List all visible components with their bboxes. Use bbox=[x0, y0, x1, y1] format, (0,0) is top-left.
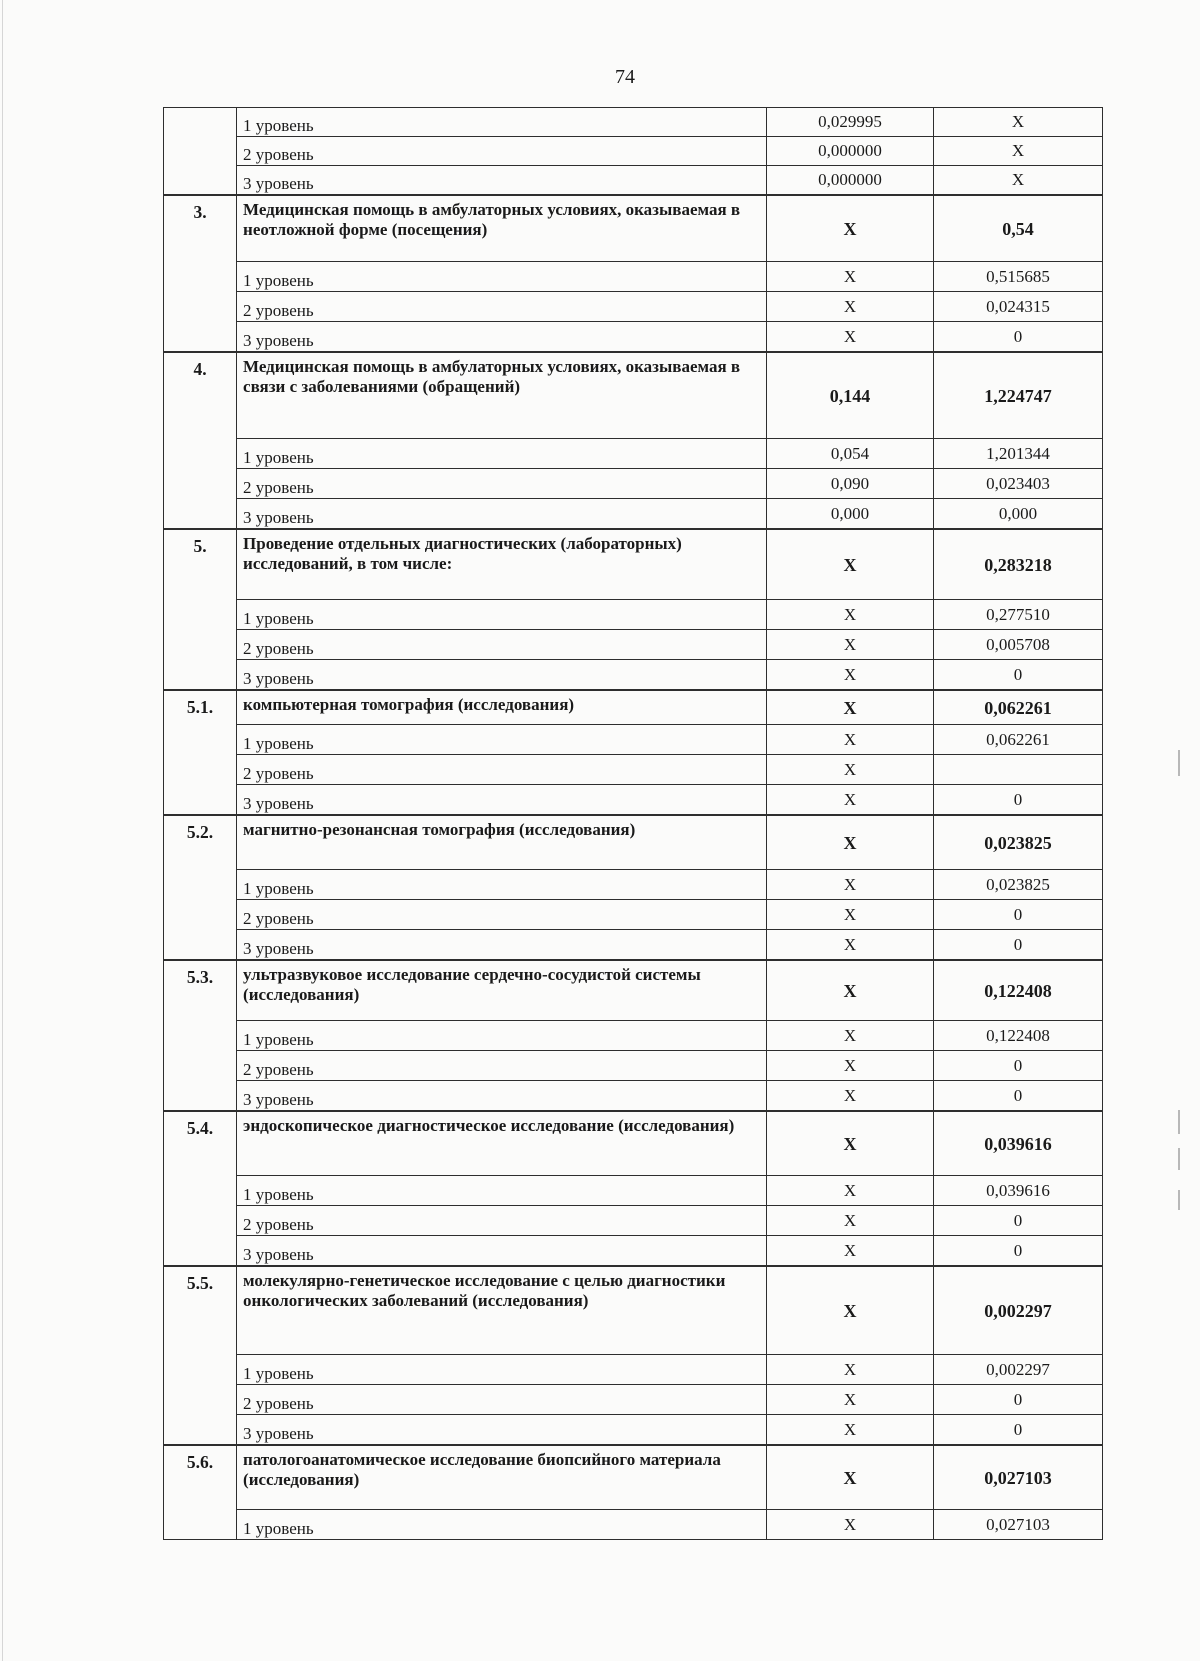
scan-edge-line bbox=[2, 0, 3, 1661]
level-row bbox=[164, 1176, 1103, 1206]
value-cell-col3: 0,000 bbox=[767, 499, 934, 530]
level-label: 2 уровень bbox=[237, 1385, 767, 1415]
section-number: 3. bbox=[164, 195, 237, 352]
level-row bbox=[164, 1385, 1103, 1415]
level-label: 3 уровень bbox=[237, 166, 767, 196]
value-cell-col4: 0,005708 bbox=[933, 630, 1102, 660]
section-title: компьютерная томография (исследования) bbox=[237, 690, 767, 725]
value-cell-col4: 0,039616 bbox=[933, 1176, 1102, 1206]
value-cell-col4: 0,023403 bbox=[933, 469, 1102, 499]
section-title: Медицинская помощь в амбулаторных условиях, оказываемая в неотложной форме (посещения) bbox=[237, 195, 767, 262]
level-row bbox=[164, 870, 1103, 900]
value-cell-col4: 0 bbox=[933, 900, 1102, 930]
value-cell-col4: 0 bbox=[933, 660, 1102, 691]
section-value-col4: 0,002297 bbox=[933, 1266, 1102, 1355]
level-label: 1 уровень bbox=[237, 870, 767, 900]
value-cell-col3: X bbox=[767, 1236, 934, 1267]
value-cell-col4: 0 bbox=[933, 1081, 1102, 1112]
level-label: 1 уровень bbox=[237, 1510, 767, 1540]
level-row bbox=[164, 292, 1103, 322]
section-number: 5.2. bbox=[164, 815, 237, 960]
table-body bbox=[164, 108, 1103, 1540]
value-cell-col3: X bbox=[767, 1206, 934, 1236]
section-number: 5.3. bbox=[164, 960, 237, 1111]
value-cell-col4: X bbox=[933, 137, 1102, 166]
section-header-row bbox=[164, 1266, 1103, 1355]
section-value-col3: X bbox=[767, 690, 934, 725]
level-row bbox=[164, 262, 1103, 292]
value-cell-col4: 0 bbox=[933, 322, 1102, 353]
level-row bbox=[164, 1021, 1103, 1051]
value-cell-col3: X bbox=[767, 262, 934, 292]
value-cell-col4: 0 bbox=[933, 1236, 1102, 1267]
level-label: 2 уровень bbox=[237, 755, 767, 785]
value-cell-col3: X bbox=[767, 1051, 934, 1081]
section-title: молекулярно-генетическое исследование с целью диагностики онкологических заболеваний (исследования) bbox=[237, 1266, 767, 1355]
level-row bbox=[164, 322, 1103, 353]
table-row bbox=[164, 108, 1103, 137]
section-title: ультразвуковое исследование сердечно-сосудистой системы (исследования) bbox=[237, 960, 767, 1021]
level-label: 3 уровень bbox=[237, 1236, 767, 1267]
value-cell-col4: 0 bbox=[933, 1385, 1102, 1415]
level-label: 3 уровень bbox=[237, 785, 767, 816]
value-cell-col3: X bbox=[767, 322, 934, 353]
value-cell-col4: X bbox=[933, 108, 1102, 137]
value-cell-col4: 0 bbox=[933, 930, 1102, 961]
section-value-col4: 0,062261 bbox=[933, 690, 1102, 725]
value-cell-col3: X bbox=[767, 900, 934, 930]
value-cell-col3: X bbox=[767, 870, 934, 900]
section-header-row bbox=[164, 195, 1103, 262]
value-cell-col3: X bbox=[767, 630, 934, 660]
value-cell-col4 bbox=[933, 755, 1102, 785]
indicators-table bbox=[163, 107, 1103, 1540]
table-row bbox=[164, 137, 1103, 166]
level-label: 3 уровень bbox=[237, 1415, 767, 1446]
level-row bbox=[164, 660, 1103, 691]
section-value-col3: X bbox=[767, 1266, 934, 1355]
section-value-col3: X bbox=[767, 529, 934, 600]
section-value-col3: X bbox=[767, 960, 934, 1021]
section-number: 4. bbox=[164, 352, 237, 529]
value-cell-col4: 0,515685 bbox=[933, 262, 1102, 292]
level-row bbox=[164, 1415, 1103, 1446]
level-label: 1 уровень bbox=[237, 600, 767, 630]
value-cell-col3: 0,000000 bbox=[767, 137, 934, 166]
value-cell-col4: 0,062261 bbox=[933, 725, 1102, 755]
value-cell-col4: 0 bbox=[933, 1206, 1102, 1236]
value-cell-col4: 1,201344 bbox=[933, 439, 1102, 469]
section-title: патологоанатомическое исследование биопсийного материала (исследования) bbox=[237, 1445, 767, 1510]
table-row bbox=[164, 166, 1103, 196]
level-label: 2 уровень bbox=[237, 1206, 767, 1236]
level-label: 2 уровень bbox=[237, 469, 767, 499]
level-label: 1 уровень bbox=[237, 1021, 767, 1051]
value-cell-col4: 0,027103 bbox=[933, 1510, 1102, 1540]
value-cell-col4: 0,002297 bbox=[933, 1355, 1102, 1385]
level-row bbox=[164, 1355, 1103, 1385]
section-value-col4: 0,023825 bbox=[933, 815, 1102, 870]
row-number-cell bbox=[164, 108, 237, 196]
level-label: 3 уровень bbox=[237, 499, 767, 530]
section-value-col4: 0,122408 bbox=[933, 960, 1102, 1021]
section-header-row bbox=[164, 1111, 1103, 1176]
value-cell-col3: X bbox=[767, 600, 934, 630]
value-cell-col4: 0 bbox=[933, 1051, 1102, 1081]
level-label: 1 уровень bbox=[237, 725, 767, 755]
level-label: 2 уровень bbox=[237, 137, 767, 166]
page-number: 74 bbox=[615, 66, 635, 88]
section-value-col4: 0,027103 bbox=[933, 1445, 1102, 1510]
section-value-col4: 1,224747 bbox=[933, 352, 1102, 439]
section-title: Проведение отдельных диагностических (лабораторных) исследований, в том числе: bbox=[237, 529, 767, 600]
level-row bbox=[164, 1081, 1103, 1112]
section-value-col3: X bbox=[767, 815, 934, 870]
level-label: 2 уровень bbox=[237, 1051, 767, 1081]
value-cell-col3: X bbox=[767, 785, 934, 816]
section-header-row bbox=[164, 1445, 1103, 1510]
level-row bbox=[164, 1510, 1103, 1540]
value-cell-col3: X bbox=[767, 1355, 934, 1385]
section-header-row bbox=[164, 815, 1103, 870]
level-label: 2 уровень bbox=[237, 630, 767, 660]
level-label: 3 уровень bbox=[237, 322, 767, 353]
value-cell-col3: X bbox=[767, 292, 934, 322]
section-title: магнитно-резонансная томография (исследования) bbox=[237, 815, 767, 870]
section-value-col4: 0,283218 bbox=[933, 529, 1102, 600]
section-value-col3: X bbox=[767, 195, 934, 262]
level-row bbox=[164, 600, 1103, 630]
section-value-col4: 0,039616 bbox=[933, 1111, 1102, 1176]
level-label: 1 уровень bbox=[237, 1176, 767, 1206]
section-header-row bbox=[164, 960, 1103, 1021]
value-cell-col4: 0 bbox=[933, 785, 1102, 816]
level-label: 3 уровень bbox=[237, 930, 767, 961]
value-cell-col3: X bbox=[767, 930, 934, 961]
level-row bbox=[164, 930, 1103, 961]
section-header-row bbox=[164, 352, 1103, 439]
level-label: 1 уровень bbox=[237, 1355, 767, 1385]
value-cell-col4: 0,000 bbox=[933, 499, 1102, 530]
level-row bbox=[164, 785, 1103, 816]
section-number: 5.6. bbox=[164, 1445, 237, 1540]
value-cell-col4: 0,277510 bbox=[933, 600, 1102, 630]
scan-artifact bbox=[1178, 1190, 1180, 1210]
value-cell-col3: X bbox=[767, 755, 934, 785]
section-header-row bbox=[164, 529, 1103, 600]
level-label: 3 уровень bbox=[237, 1081, 767, 1112]
value-cell-col3: X bbox=[767, 1415, 934, 1446]
level-row bbox=[164, 755, 1103, 785]
level-label: 3 уровень bbox=[237, 660, 767, 691]
section-title: эндоскопическое диагностическое исследование (исследования) bbox=[237, 1111, 767, 1176]
section-value-col3: 0,144 bbox=[767, 352, 934, 439]
level-row bbox=[164, 900, 1103, 930]
value-cell-col3: X bbox=[767, 725, 934, 755]
value-cell-col3: 0,000000 bbox=[767, 166, 934, 196]
level-label: 1 уровень bbox=[237, 439, 767, 469]
level-row bbox=[164, 1051, 1103, 1081]
value-cell-col3: 0,054 bbox=[767, 439, 934, 469]
level-row bbox=[164, 499, 1103, 530]
value-cell-col3: X bbox=[767, 1176, 934, 1206]
level-label: 2 уровень bbox=[237, 292, 767, 322]
level-label: 1 уровень bbox=[237, 262, 767, 292]
scan-artifact bbox=[1178, 750, 1180, 776]
value-cell-col3: X bbox=[767, 1081, 934, 1112]
section-number: 5. bbox=[164, 529, 237, 690]
value-cell-col3: 0,090 bbox=[767, 469, 934, 499]
value-cell-col3: X bbox=[767, 1021, 934, 1051]
level-row bbox=[164, 439, 1103, 469]
value-cell-col3: X bbox=[767, 1510, 934, 1540]
scan-artifact bbox=[1178, 1110, 1180, 1134]
level-row bbox=[164, 1206, 1103, 1236]
scan-artifact bbox=[1178, 1148, 1180, 1170]
section-value-col3: X bbox=[767, 1111, 934, 1176]
value-cell-col3: X bbox=[767, 1385, 934, 1415]
value-cell-col4: 0,122408 bbox=[933, 1021, 1102, 1051]
value-cell-col4: X bbox=[933, 166, 1102, 196]
section-number: 5.4. bbox=[164, 1111, 237, 1266]
value-cell-col3: 0,029995 bbox=[767, 108, 934, 137]
level-row bbox=[164, 725, 1103, 755]
level-row bbox=[164, 469, 1103, 499]
value-cell-col4: 0 bbox=[933, 1415, 1102, 1446]
section-value-col3: X bbox=[767, 1445, 934, 1510]
level-label: 2 уровень bbox=[237, 900, 767, 930]
section-number: 5.5. bbox=[164, 1266, 237, 1445]
section-number: 5.1. bbox=[164, 690, 237, 815]
level-row bbox=[164, 630, 1103, 660]
level-label: 1 уровень bbox=[237, 108, 767, 137]
section-header-row bbox=[164, 690, 1103, 725]
level-row bbox=[164, 1236, 1103, 1267]
value-cell-col3: X bbox=[767, 660, 934, 691]
value-cell-col4: 0,024315 bbox=[933, 292, 1102, 322]
value-cell-col4: 0,023825 bbox=[933, 870, 1102, 900]
section-title: Медицинская помощь в амбулаторных условиях, оказываемая в связи с заболеваниями (обращений) bbox=[237, 352, 767, 439]
section-value-col4: 0,54 bbox=[933, 195, 1102, 262]
